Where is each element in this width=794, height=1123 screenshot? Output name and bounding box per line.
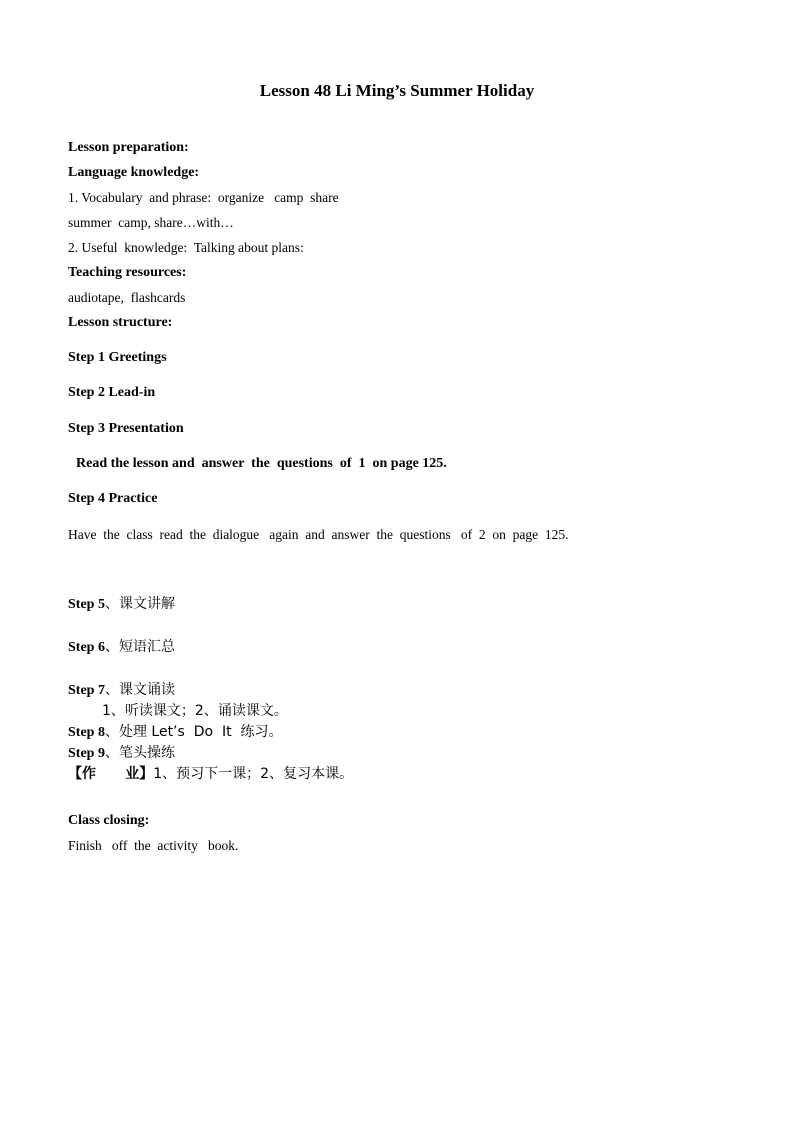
homework-line	[68, 765, 353, 783]
lesson-preparation-heading: Lesson preparation:	[68, 140, 189, 155]
step-6-label: Step 6	[68, 640, 105, 655]
step-7-line	[68, 681, 175, 700]
step-7-text: 、课文诵读	[104, 682, 175, 698]
step-8-text: 、处理 Let’s Do It 练习。	[104, 724, 283, 740]
step-2-heading: Step 2 Lead-in	[68, 385, 156, 400]
useful-knowledge-line: 2. Useful knowledge: Talking about plans:	[68, 240, 304, 255]
homework-text: 1、预习下一课；2、复习本课。	[153, 766, 354, 782]
step-3-heading: Step 3 Presentation	[68, 421, 184, 436]
step-9-label: Step 9	[68, 746, 105, 761]
step-7-subitems: 1、听读课文；2、诵读课文。	[102, 703, 288, 719]
step-1-heading: Step 1 Greetings	[68, 350, 167, 365]
phrase-line: summer camp, share…with…	[68, 215, 234, 230]
lesson-structure-heading: Lesson structure:	[68, 315, 173, 330]
step-3-instruction: Read the lesson and answer the questions of 1 on page 125.	[76, 456, 447, 471]
step-9-line	[68, 744, 175, 763]
step-5-label: Step 5	[68, 597, 105, 612]
step-8-label: Step 8	[68, 725, 105, 740]
class-closing-heading: Class closing:	[68, 813, 150, 828]
language-knowledge-heading: Language knowledge:	[68, 165, 200, 180]
vocabulary-line: 1. Vocabulary and phrase: organize camp share	[68, 190, 339, 205]
step-5-text: 、课文讲解	[104, 596, 175, 612]
resources-text: audiotape, flashcards	[68, 290, 186, 305]
class-closing-text: Finish off the activity book.	[68, 838, 239, 853]
step-5-line	[68, 595, 175, 614]
step-6-line	[68, 638, 175, 657]
step-4-instruction: Have the class read the dialogue again and answer the questions of 2 on page 125.	[68, 527, 569, 542]
step-6-text: 、短语汇总	[104, 639, 175, 655]
step-9-text: 、笔头操练	[104, 745, 175, 761]
step-7-label: Step 7	[68, 683, 105, 698]
step-8-line	[68, 723, 282, 742]
teaching-resources-heading: Teaching resources:	[68, 265, 187, 280]
step-4-heading: Step 4 Practice	[68, 491, 158, 506]
lesson-title: Lesson 48 Li Ming’s Summer Holiday	[259, 81, 535, 100]
homework-label: 【作 业】	[68, 766, 154, 782]
